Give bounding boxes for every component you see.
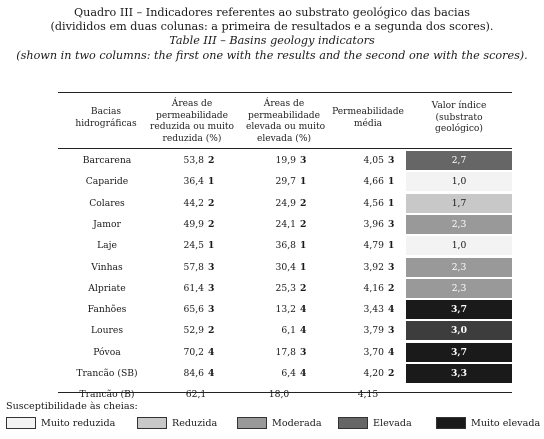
table-row [58, 150, 512, 171]
area-reduzida-value: 49,9 [183, 218, 204, 230]
basin-name: Colares [89, 197, 125, 209]
table-top-rule [58, 92, 512, 93]
valor-indice-cell: 2,3 [406, 279, 512, 298]
area-elevada-score: 3 [300, 346, 307, 358]
area-elevada-value: 24,1 [275, 218, 296, 230]
basin-name: Trancão (B) [79, 389, 135, 401]
permeabilidade-value: 4,15 [357, 389, 379, 401]
permeabilidade-value: 3,79 [363, 325, 384, 337]
legend-label: Muito reduzida [41, 418, 116, 429]
area-elevada-value: 25,3 [275, 282, 296, 294]
permeabilidade-value: 4,16 [363, 282, 384, 294]
area-elevada-value: 6,1 [281, 325, 296, 337]
caption-en-title: Table III – Basins geology indicators [169, 34, 375, 48]
area-reduzida-value: 84,6 [183, 368, 204, 379]
table-row [58, 320, 512, 341]
area-reduzida-score: 4 [208, 368, 215, 379]
valor-indice-cell: 1,7 [406, 194, 512, 213]
legend-swatch [436, 417, 466, 429]
header-bacias: Bacias hidrográficas [75, 107, 137, 129]
area-reduzida-value: 62,1 [185, 389, 207, 401]
valor-indice-cell: 1,0 [406, 236, 512, 255]
permeabilidade-score: 3 [388, 325, 395, 337]
legend-swatch [237, 417, 267, 429]
area-reduzida-score: 2 [208, 197, 215, 209]
area-elevada-score: 2 [300, 282, 307, 294]
permeabilidade-score: 4 [388, 346, 395, 358]
legend-swatch [6, 417, 36, 429]
area-reduzida-score: 2 [208, 325, 215, 337]
area-reduzida-score: 4 [208, 346, 215, 358]
area-reduzida-score: 2 [208, 218, 215, 230]
permeabilidade-value: 4,20 [363, 368, 384, 379]
area-reduzida-value: 70,2 [183, 346, 204, 358]
basin-name: Alpriate [88, 282, 126, 294]
table-header-rule [58, 148, 512, 149]
area-reduzida-score: 1 [208, 240, 215, 252]
valor-indice-cell: 3,0 [406, 321, 512, 340]
table-row [58, 342, 512, 363]
permeabilidade-score: 2 [388, 368, 395, 379]
permeabilidade-score: 3 [388, 155, 395, 166]
area-elevada-value: 36,8 [275, 240, 296, 252]
legend-swatch [338, 417, 368, 429]
table-row [58, 278, 512, 299]
area-reduzida-value: 24,5 [183, 240, 204, 252]
permeabilidade-value: 3,96 [363, 218, 384, 230]
valor-indice-cell: 1,0 [406, 172, 512, 191]
legend-swatch [137, 417, 167, 429]
valor-indice-cell: 3,3 [406, 364, 512, 383]
header-valor-indice: Valor índice (substrato geológico) [431, 101, 487, 135]
area-reduzida-value: 61,4 [183, 282, 204, 294]
valor-indice-cell: 2,3 [406, 215, 512, 234]
area-reduzida-value: 36,4 [183, 176, 204, 188]
permeabilidade-value: 3,92 [363, 261, 384, 273]
area-elevada-score: 2 [300, 197, 307, 209]
table-row [58, 363, 512, 384]
area-reduzida-score: 3 [208, 261, 215, 273]
area-elevada-score: 3 [300, 155, 307, 166]
area-reduzida-value: 44,2 [183, 197, 204, 209]
area-reduzida-score: 3 [208, 282, 215, 294]
caption-pt-title: Quadro III – Indicadores referentes ao substrato geológico das bacias [73, 6, 471, 19]
permeabilidade-score: 4 [388, 304, 395, 316]
legend-label: Moderada [272, 418, 322, 429]
valor-indice-cell: 2,3 [406, 258, 512, 277]
legend-label: Muito elevada [471, 418, 541, 429]
table-row [58, 193, 512, 214]
basin-name: Barcarena [82, 155, 132, 166]
basin-name: Fanhões [87, 304, 127, 316]
basin-name: Póvoa [93, 346, 121, 358]
caption-pt-subtitle: (divididos em duas colunas: a primeira de resultados e a segunda dos scores). [50, 20, 494, 34]
basin-name: Laje [97, 240, 117, 252]
area-elevada-value: 19,9 [275, 155, 296, 166]
permeabilidade-score: 1 [388, 176, 395, 188]
area-reduzida-value: 53,8 [183, 155, 204, 166]
legend-title: Susceptibilidade às cheias: [6, 401, 138, 412]
area-reduzida-score: 1 [208, 176, 215, 188]
area-elevada-score: 1 [300, 240, 307, 252]
permeabilidade-score: 3 [388, 261, 395, 273]
area-elevada-score: 4 [300, 304, 307, 316]
permeabilidade-score: 1 [388, 240, 395, 252]
basin-name: Vinhas [91, 261, 123, 273]
area-elevada-value: 24,9 [275, 197, 296, 209]
area-reduzida-value: 65,6 [183, 304, 204, 316]
basin-name: Trancão (SB) [76, 368, 138, 379]
area-elevada-score: 1 [300, 176, 307, 188]
valor-indice-cell: 3,7 [406, 300, 512, 319]
area-elevada-score: 4 [300, 325, 307, 337]
basin-name: Loures [90, 325, 124, 337]
table-caption [0, 6, 544, 63]
area-elevada-score: 4 [300, 368, 307, 379]
table-row [58, 235, 512, 256]
area-reduzida-value: 52,9 [183, 325, 204, 337]
permeabilidade-score: 2 [388, 282, 395, 294]
table-bottom-rule [58, 392, 512, 393]
table-row [58, 214, 512, 235]
header-permeabilidade: Permeabilidade média [332, 107, 404, 129]
table-row [58, 171, 512, 192]
area-elevada-score: 1 [300, 261, 307, 273]
valor-indice-cell: 3,7 [406, 343, 512, 362]
permeabilidade-value: 4,56 [363, 197, 384, 209]
area-elevada-value: 6,4 [281, 368, 296, 379]
basin-name: Jamor [93, 218, 121, 230]
permeabilidade-score: 1 [388, 197, 395, 209]
area-elevada-value: 13,2 [275, 304, 296, 316]
permeabilidade-value: 3,43 [363, 304, 384, 316]
area-elevada-value: 18,0 [268, 389, 290, 401]
area-elevada-value: 29,7 [275, 176, 296, 188]
area-reduzida-score: 3 [208, 304, 215, 316]
header-area-reduzida: Áreas de permeabilidade reduzida ou muito reduzida (%) [150, 99, 234, 144]
table-row [58, 257, 512, 278]
header-area-elevada: Áreas de permeabilidade elevada ou muito elevada (%) [246, 99, 326, 144]
table-row [58, 299, 512, 320]
basin-name: Caparide [85, 176, 129, 188]
legend-label: Reduzida [172, 418, 218, 429]
area-elevada-value: 17,8 [275, 346, 296, 358]
caption-en-subtitle: (shown in two columns: the first one with the results and the second one with the scores). [16, 48, 528, 62]
valor-indice-cell: 2,7 [406, 151, 512, 170]
area-elevada-score: 2 [300, 218, 307, 230]
area-reduzida-score: 2 [208, 155, 215, 166]
permeabilidade-value: 4,05 [363, 155, 384, 166]
permeabilidade-score: 3 [388, 218, 395, 230]
permeabilidade-value: 4,79 [363, 240, 384, 252]
area-reduzida-value: 57,8 [183, 261, 204, 273]
area-elevada-value: 30,4 [275, 261, 296, 273]
legend-label: Elevada [373, 418, 412, 429]
permeabilidade-value: 4,66 [363, 176, 384, 188]
permeabilidade-value: 3,70 [363, 346, 384, 358]
